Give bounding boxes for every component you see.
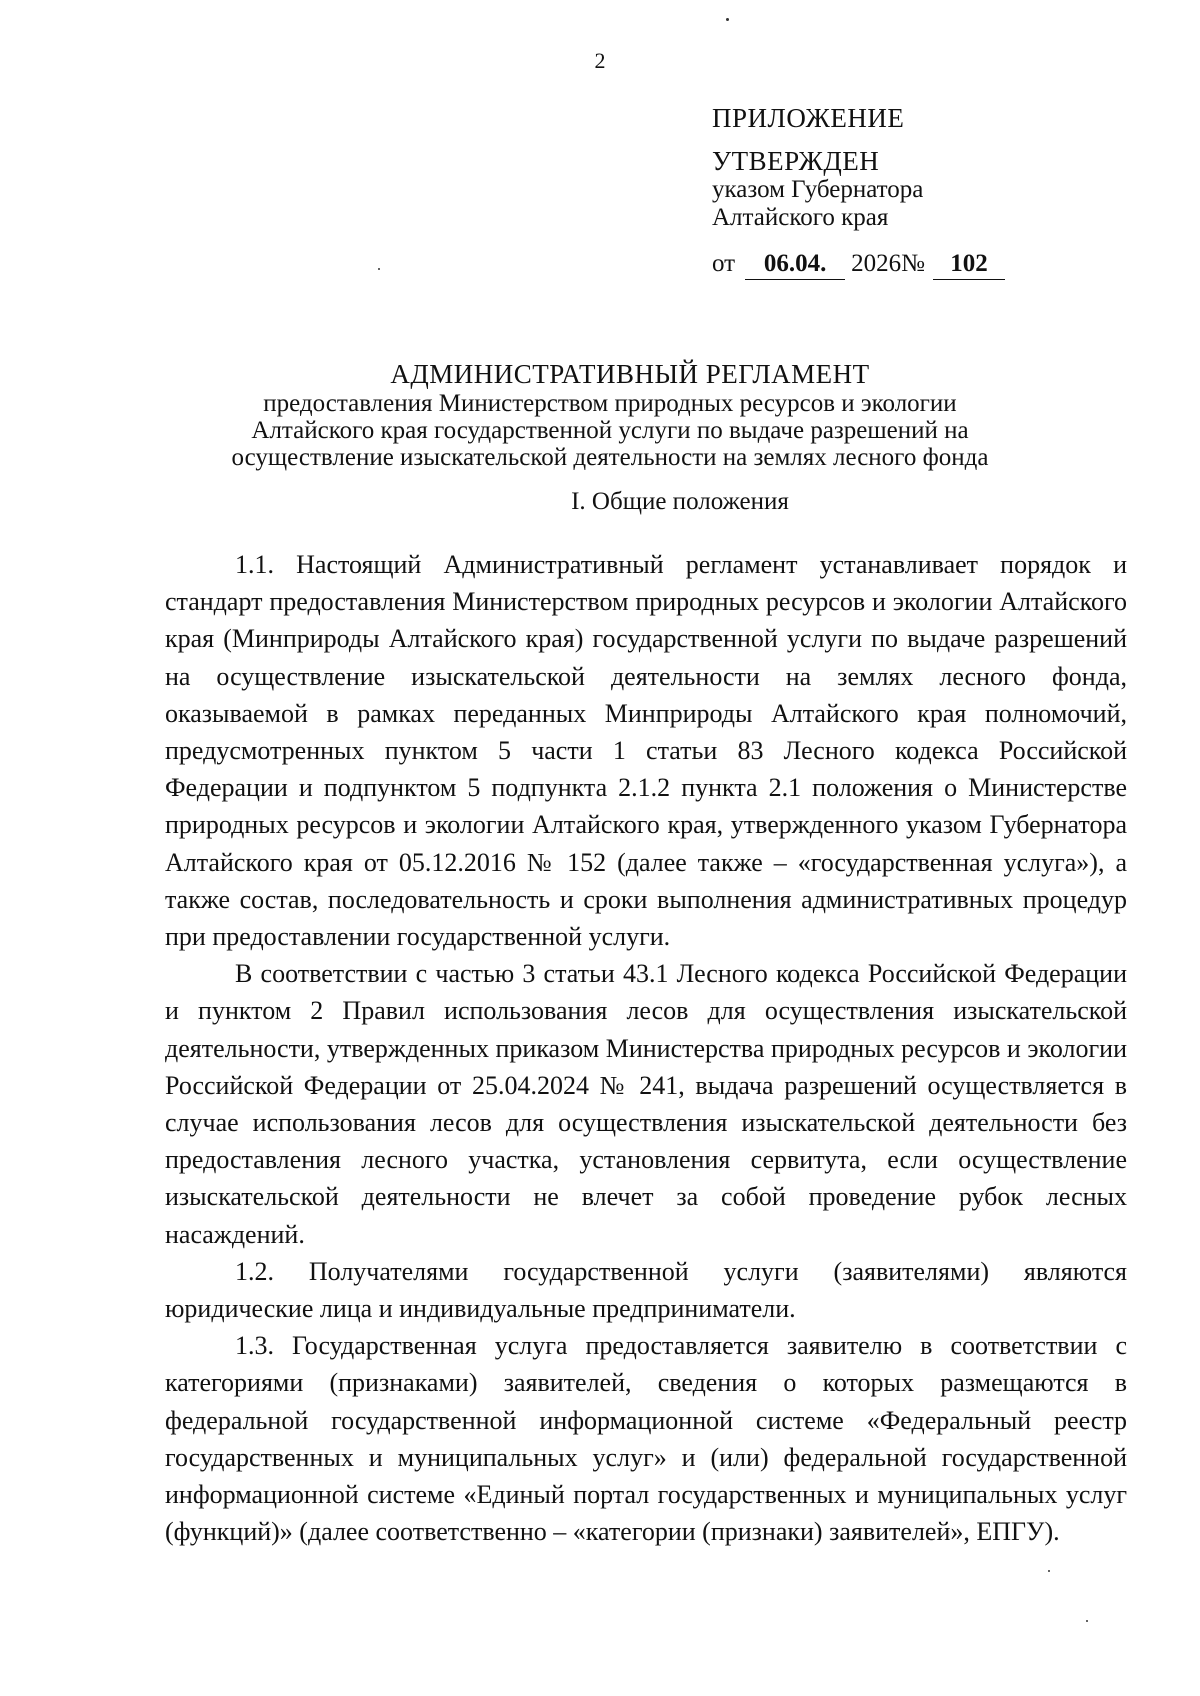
document-title-block xyxy=(0,358,1200,471)
page-number: 2 xyxy=(594,48,606,73)
decree-date-line xyxy=(712,246,1152,282)
number-sign: № xyxy=(901,250,925,277)
decree-date: 06.04. xyxy=(745,249,845,280)
paragraph-1-1-continued: В соответствии с частью 3 статьи 43.1 Лесного кодекса Российской Федерации и пунктом 2 Правил использования лесов для осуществления изыскательской деятельности, утвержденных приказом Министерства природных ресурсов и экологии Российской Федерации от 25.04.2024 № 241, выдача разрешений осуществляется в случае использования лесов для осуществления изыскательской деятельности без предоставления лесного участка, установления сервитута, если осуществление изыскательской деятельности не влечет за собой проведение рубок лесных насаждений. xyxy=(165,959,1127,1249)
decree-number: 102 xyxy=(933,249,1005,280)
section-heading: I. Общие положения xyxy=(571,488,789,515)
paragraph-1-2: 1.2. Получателями государственной услуги (заявителями) являются юридические лица и индивидуальные предприниматели. xyxy=(165,1256,1127,1324)
scan-speck xyxy=(726,18,729,21)
approval-block xyxy=(712,100,1152,282)
document-body xyxy=(165,546,1127,1550)
approved-by-line-1: указом Губернатора xyxy=(712,176,924,203)
scan-speck xyxy=(1086,1620,1088,1622)
paragraph-1-3: 1.3. Государственная услуга предоставляется заявителю в соответствии с категориями (признаками) заявителей, сведения о которых размещаются в федеральной государственной информационной системе «Федеральный реестр государственных и муниципальных услуг» и (или) федеральной государственной информационной системе «Единый портал государственных и муниципальных услуг (функций)» (далее соответственно – «категории (признаки) заявителей», ЕПГУ). xyxy=(165,1331,1127,1547)
paragraph-1-1: 1.1. Настоящий Административный регламент устанавливает порядок и стандарт предоставления Министерством природных ресурсов и экологии Алтайского края (Минприроды Алтайского края) государственной услуги по выдаче разрешений на осуществление изыскательской деятельности на землях лесного фонда, оказываемой в рамках переданных Минприроды Алтайского края полномочий, предусмотренных пунктом 5 части 1 статьи 83 Лесного кодекса Российской Федерации и подпунктом 5 подпункта 2.1.2 пункта 2.1 положения о Министерстве природных ресурсов и экологии Алтайского края, утвержденного указом Губернатора Алтайского края от 05.12.2016 № 152 (далее также – «государственная услуга»), а также состав, последовательность и сроки выполнения административных процедур при предоставлении государственной услуги. xyxy=(165,550,1127,952)
approved-by-line-2: Алтайского края xyxy=(712,204,889,231)
document-subtitle-line-1: предоставления Министерством природных ресурсов и экологии xyxy=(263,390,957,417)
decree-year: 2026 xyxy=(851,250,902,277)
from-label: от xyxy=(712,250,736,277)
document-subtitle-line-2: Алтайского края государственной услуги по выдаче разрешений на xyxy=(251,417,969,444)
appendix-label: ПРИЛОЖЕНИЕ xyxy=(712,103,905,133)
document-title: АДМИНИСТРАТИВНЫЙ РЕГЛАМЕНТ xyxy=(390,359,870,389)
scan-speck xyxy=(378,268,380,270)
scan-speck xyxy=(1048,1570,1050,1572)
approved-label: УТВЕРЖДЕН xyxy=(712,146,880,176)
document-subtitle-line-3: осуществление изыскательской деятельности на землях лесного фонда xyxy=(231,444,989,471)
